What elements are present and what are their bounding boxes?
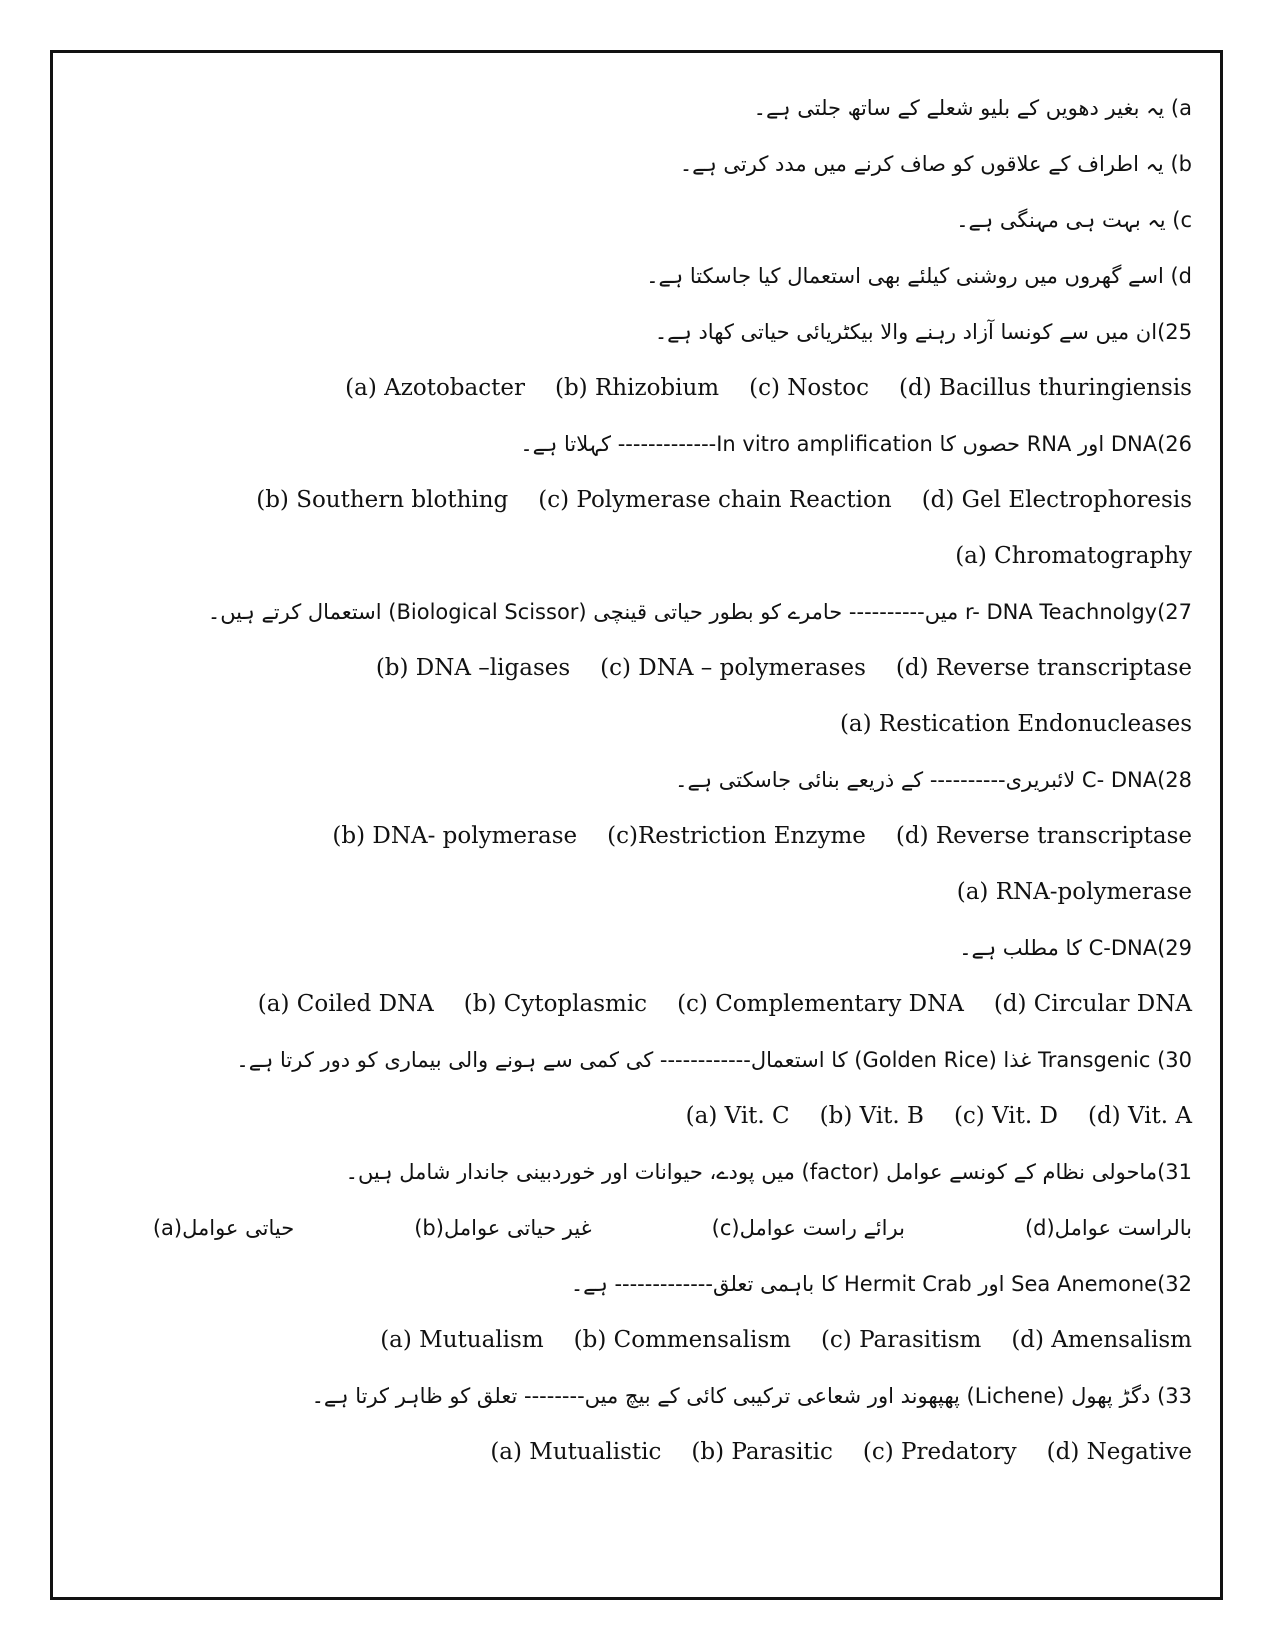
question-29: C-DNA(29 کا مطلب ہے۔ (959, 936, 1192, 960)
q25-option: (a) Azotobacter (345, 375, 525, 401)
q28-option-a: (a) RNA-polymerase (956, 879, 1192, 905)
q26-option-a: (a) Chromatography (955, 543, 1192, 569)
q31-option: بالراست عوامل(d) (1024, 1216, 1192, 1240)
q26-option: (b) Southern blothing (256, 487, 509, 513)
question-28: C- DNA(28 لائبریری---------- کے ذریعے بنائی جاسکتی ہے۔ (675, 768, 1192, 792)
q27-option-a: (a) Restication Endonucleases (839, 711, 1192, 737)
q33-option: (d) Negative (1046, 1439, 1192, 1465)
q25-options (52, 360, 1200, 416)
q30-option: (c) Vit. D (953, 1103, 1058, 1129)
q33-options (52, 1424, 1200, 1480)
q30-option: (d) Vit. A (1087, 1103, 1192, 1129)
q33-option: (c) Predatory (862, 1439, 1017, 1465)
question-26: DNA(26 اور RNA حصوں کا In vitro amplification------------- کہلاتا ہے۔ (520, 432, 1192, 456)
q29-option: (c) Complementary DNA (677, 991, 964, 1017)
question-27: r- DNA Teachnolgy(27 میں---------- حامرے کو بطور حیاتی قینچی (Biological Scissor) استعمال کرتے ہیں۔ (207, 600, 1192, 624)
question-31: 31)ماحولی نظام کے کونسے عوامل (factor) میں پودے، حیوانات اور خوردبینی جاندار شامل ہیں۔ (345, 1160, 1192, 1184)
question-content (52, 80, 1200, 1480)
question-25: 25)ان میں سے کونسا آزاد رہنے والا بیکٹریائی حیاتی کھاد ہے۔ (654, 320, 1192, 344)
question-32: Sea Anemone(32 اور Hermit Crab کا باہمی تعلق------------- ہے۔ (570, 1272, 1192, 1296)
q29-option: (a) Coiled DNA (257, 991, 434, 1017)
q29-options (52, 976, 1200, 1032)
q30-options (52, 1088, 1200, 1144)
q27-options (52, 640, 1200, 696)
q32-option: (c) Parasitism (820, 1327, 982, 1353)
question-33: 33) دگڑ پھول (Lichene) پھپھوند اور شعاعی ترکیبی کائی کے بیچ میں-------- تعلق کو ظاہر کرتا ہے۔ (311, 1384, 1192, 1408)
q24-option-a: a) یہ بغیر دھویں کے بلیو شعلے کے ساتھ جلتی ہے۔ (753, 96, 1192, 120)
q25-option: (d) Bacillus thuringiensis (899, 375, 1192, 401)
q24-option-d: d) اسے گھروں میں روشنی کیلئے بھی استعمال کیا جاسکتا ہے۔ (646, 264, 1192, 288)
q26-option: (d) Gel Electrophoresis (921, 487, 1192, 513)
q27-option: (b) DNA –ligases (375, 655, 571, 681)
q31-option: برائے راست عوامل(c) (711, 1216, 905, 1240)
q32-option: (b) Commensalism (573, 1327, 791, 1353)
q27-option: (c) DNA – polymerases (600, 655, 866, 681)
q30-option: (a) Vit. C (685, 1103, 790, 1129)
q32-option: (d) Amensalism (1011, 1327, 1192, 1353)
q26-option: (c) Polymerase chain Reaction (538, 487, 892, 513)
q27-option: (d) Reverse transcriptase (895, 655, 1192, 681)
q28-option: (b) DNA- polymerase (332, 823, 578, 849)
q25-option: (b) Rhizobium (554, 375, 720, 401)
q24-option-c: c) یہ بہت ہی مہنگی ہے۔ (956, 208, 1192, 232)
q31-option: حیاتی عوامل(a) (152, 1216, 295, 1240)
q26-options (52, 472, 1200, 528)
q30-option: (b) Vit. B (819, 1103, 924, 1129)
q29-option: (d) Circular DNA (993, 991, 1192, 1017)
q32-options (52, 1312, 1200, 1368)
q28-option: (c)Restriction Enzyme (607, 823, 866, 849)
q28-options (52, 808, 1200, 864)
q33-option: (b) Parasitic (691, 1439, 833, 1465)
q24-option-b: b) یہ اطراف کے علاقوں کو صاف کرنے میں مدد کرتی ہے۔ (679, 152, 1192, 176)
q25-option: (c) Nostoc (749, 375, 870, 401)
q33-option: (a) Mutualistic (490, 1439, 662, 1465)
q31-option: غیر حیاتی عوامل(b) (414, 1216, 592, 1240)
q32-option: (a) Mutualism (380, 1327, 544, 1353)
q29-option: (b) Cytoplasmic (463, 991, 648, 1017)
q28-option: (d) Reverse transcriptase (895, 823, 1192, 849)
q31-options (52, 1200, 1200, 1256)
question-30: 30) Transgenic غذا (Golden Rice) کا استعمال------------ کی کمی سے ہونے والی بیماری کو دور کرتا ہے۔ (236, 1048, 1192, 1072)
